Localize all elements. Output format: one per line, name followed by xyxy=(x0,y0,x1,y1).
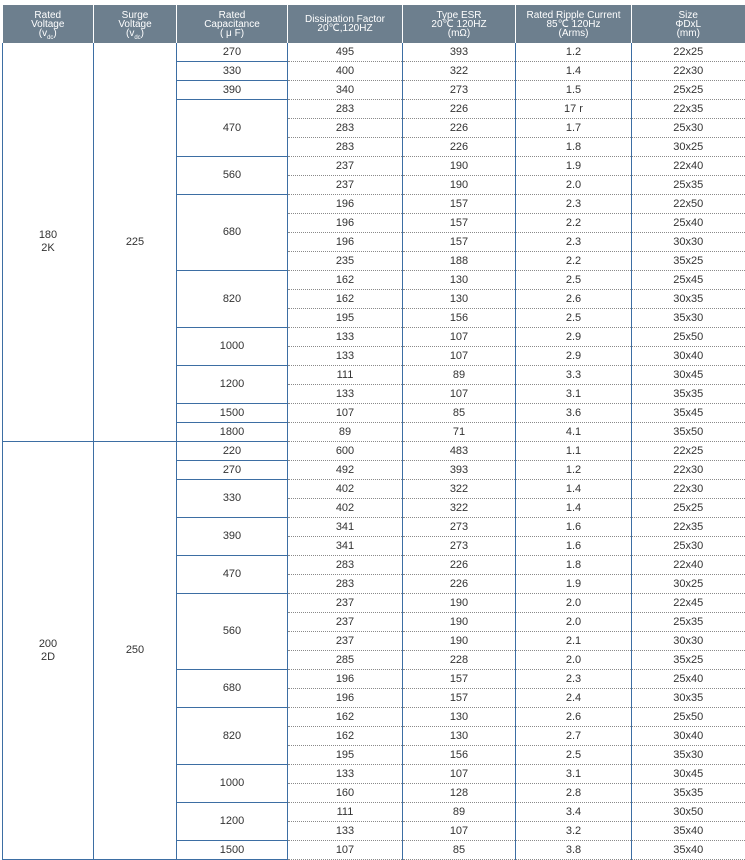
capacitance-cell: 390 xyxy=(177,518,288,556)
esr-cell: 226 xyxy=(403,575,516,594)
rated-voltage-value: 200 xyxy=(38,637,58,650)
ripple-current-cell: 3.3 xyxy=(516,366,632,385)
ripple-current-cell: 1.8 xyxy=(516,138,632,157)
dissipation-factor-cell: 495 xyxy=(288,43,403,62)
dissipation-factor-cell: 283 xyxy=(288,575,403,594)
esr-cell: 483 xyxy=(403,442,516,461)
esr-cell: 190 xyxy=(403,594,516,613)
ripple-current-cell: 2.7 xyxy=(516,727,632,746)
size-cell: 30x25 xyxy=(632,575,745,594)
rated-voltage-value: 180 xyxy=(38,229,58,241)
esr-cell: 190 xyxy=(403,613,516,632)
capacitance-cell: 1200 xyxy=(177,366,288,404)
ripple-current-cell: 2.1 xyxy=(516,632,632,651)
table-body xyxy=(3,43,745,860)
dissipation-factor-cell: 285 xyxy=(288,651,403,670)
esr-cell: 128 xyxy=(403,784,516,803)
esr-cell: 107 xyxy=(403,765,516,784)
esr-cell: 89 xyxy=(403,803,516,822)
esr-cell: 226 xyxy=(403,556,516,575)
surge-voltage-cell: 225 xyxy=(94,43,177,442)
ripple-current-cell: 2.2 xyxy=(516,252,632,271)
ripple-current-cell: 1.9 xyxy=(516,157,632,176)
dissipation-factor-cell: 162 xyxy=(288,290,403,309)
dissipation-factor-cell: 107 xyxy=(288,404,403,423)
dissipation-factor-cell: 162 xyxy=(288,271,403,290)
capacitance-cell: 220 xyxy=(177,442,288,461)
size-cell: 30x45 xyxy=(632,366,745,385)
capacitance-cell: 1800 xyxy=(177,423,288,442)
size-cell: 35x35 xyxy=(632,385,745,404)
dissipation-factor-cell: 162 xyxy=(288,708,403,727)
esr-cell: 273 xyxy=(403,81,516,100)
esr-cell: 130 xyxy=(403,290,516,309)
ripple-current-cell: 3.8 xyxy=(516,841,632,860)
esr-cell: 393 xyxy=(403,461,516,480)
table-row xyxy=(3,43,745,62)
dissipation-factor-cell: 340 xyxy=(288,81,403,100)
ripple-current-cell: 2.9 xyxy=(516,347,632,366)
dissipation-factor-cell: 341 xyxy=(288,537,403,556)
esr-cell: 130 xyxy=(403,271,516,290)
capacitance-cell: 560 xyxy=(177,157,288,195)
esr-cell: 322 xyxy=(403,499,516,518)
size-cell: 22x35 xyxy=(632,518,745,537)
dissipation-factor-cell: 196 xyxy=(288,214,403,233)
dissipation-factor-cell: 283 xyxy=(288,119,403,138)
dissipation-factor-cell: 162 xyxy=(288,727,403,746)
dissipation-factor-cell: 283 xyxy=(288,138,403,157)
table-row xyxy=(3,442,745,461)
esr-cell: 107 xyxy=(403,822,516,841)
ripple-current-cell: 2.9 xyxy=(516,328,632,347)
capacitance-cell: 1000 xyxy=(177,765,288,803)
esr-cell: 130 xyxy=(403,727,516,746)
capacitance-cell: 330 xyxy=(177,62,288,81)
size-cell: 22x35 xyxy=(632,100,745,119)
esr-cell: 85 xyxy=(403,404,516,423)
header-surge-voltage: Surge Voltage $(v_{dc})$ xyxy=(94,5,177,43)
capacitance-cell: 680 xyxy=(177,195,288,271)
dissipation-factor-cell: 195 xyxy=(288,309,403,328)
dissipation-factor-cell: 400 xyxy=(288,62,403,81)
esr-cell: 156 xyxy=(403,309,516,328)
dissipation-factor-cell: 160 xyxy=(288,784,403,803)
ripple-current-cell: 3.1 xyxy=(516,765,632,784)
capacitance-cell: 680 xyxy=(177,670,288,708)
esr-cell: 107 xyxy=(403,328,516,347)
ripple-current-cell: 1.9 xyxy=(516,575,632,594)
size-cell: 35x50 xyxy=(632,423,745,442)
ripple-current-cell: 1.5 xyxy=(516,81,632,100)
esr-cell: 157 xyxy=(403,689,516,708)
size-cell: 30x30 xyxy=(632,233,745,252)
esr-cell: 157 xyxy=(403,195,516,214)
size-cell: 30x40 xyxy=(632,347,745,366)
size-cell: 30x30 xyxy=(632,632,745,651)
size-cell: 30x40 xyxy=(632,727,745,746)
header-ripple-current: Rated Ripple Current 85℃ 120Hz (Arms) xyxy=(516,5,632,43)
esr-cell: 130 xyxy=(403,708,516,727)
dissipation-factor-cell: 133 xyxy=(288,822,403,841)
size-cell: 25x35 xyxy=(632,613,745,632)
capacitance-cell: 1000 xyxy=(177,328,288,366)
esr-cell: 273 xyxy=(403,518,516,537)
size-cell: 25x40 xyxy=(632,670,745,689)
dissipation-factor-cell: 283 xyxy=(288,556,403,575)
dissipation-factor-cell: 133 xyxy=(288,385,403,404)
rated-voltage-cell xyxy=(3,43,94,442)
dissipation-factor-cell: 237 xyxy=(288,613,403,632)
dissipation-factor-cell: 111 xyxy=(288,803,403,822)
size-cell: 35x40 xyxy=(632,822,745,841)
esr-cell: 71 xyxy=(403,423,516,442)
ripple-current-cell: 2.8 xyxy=(516,784,632,803)
dissipation-factor-cell: 107 xyxy=(288,841,403,860)
dissipation-factor-cell: 133 xyxy=(288,328,403,347)
header-size: Size ΦDxL (mm) xyxy=(632,5,745,43)
ripple-current-cell: 2.5 xyxy=(516,309,632,328)
size-cell: 22x25 xyxy=(632,442,745,461)
capacitance-cell: 330 xyxy=(177,480,288,518)
capacitor-spec-table xyxy=(2,5,745,860)
size-cell: 35x25 xyxy=(632,252,745,271)
size-cell: 35x35 xyxy=(632,784,745,803)
dissipation-factor-cell: 89 xyxy=(288,423,403,442)
ripple-current-cell: 1.4 xyxy=(516,499,632,518)
esr-cell: 228 xyxy=(403,651,516,670)
ripple-current-cell: 2.0 xyxy=(516,651,632,670)
dissipation-factor-cell: 196 xyxy=(288,670,403,689)
header-dissipation-factor: Dissipation Factor 20℃,120HZ xyxy=(288,5,403,43)
size-cell: 30x35 xyxy=(632,290,745,309)
ripple-current-cell: 1.2 xyxy=(516,461,632,480)
capacitance-cell: 1500 xyxy=(177,841,288,860)
ripple-current-cell: 2.6 xyxy=(516,708,632,727)
esr-cell: 393 xyxy=(403,43,516,62)
dissipation-factor-cell: 341 xyxy=(288,518,403,537)
esr-cell: 322 xyxy=(403,480,516,499)
dissipation-factor-cell: 600 xyxy=(288,442,403,461)
capacitance-cell: 1500 xyxy=(177,404,288,423)
dissipation-factor-cell: 133 xyxy=(288,347,403,366)
dissipation-factor-cell: 196 xyxy=(288,689,403,708)
size-cell: 30x25 xyxy=(632,138,745,157)
size-cell: 22x40 xyxy=(632,556,745,575)
esr-cell: 107 xyxy=(403,385,516,404)
esr-cell: 226 xyxy=(403,119,516,138)
size-cell: 35x25 xyxy=(632,651,745,670)
esr-cell: 322 xyxy=(403,62,516,81)
ripple-current-cell: 2.3 xyxy=(516,670,632,689)
voltage-code: 2K xyxy=(41,242,55,254)
size-cell: 25x45 xyxy=(632,271,745,290)
dissipation-factor-cell: 402 xyxy=(288,480,403,499)
size-cell: 22x30 xyxy=(632,461,745,480)
ripple-current-cell: 2.3 xyxy=(516,233,632,252)
ripple-current-cell: 3.6 xyxy=(516,404,632,423)
capacitance-cell: 560 xyxy=(177,594,288,670)
ripple-current-cell: 3.2 xyxy=(516,822,632,841)
size-cell: 22x25 xyxy=(632,43,745,62)
esr-cell: 85 xyxy=(403,841,516,860)
size-cell: 25x50 xyxy=(632,708,745,727)
esr-cell: 226 xyxy=(403,138,516,157)
size-cell: 22x30 xyxy=(632,480,745,499)
table-header xyxy=(3,5,745,43)
ripple-current-cell: 1.7 xyxy=(516,119,632,138)
size-cell: 35x30 xyxy=(632,309,745,328)
size-cell: 35x40 xyxy=(632,841,745,860)
esr-cell: 190 xyxy=(403,157,516,176)
size-cell: 22x30 xyxy=(632,62,745,81)
dissipation-factor-cell: 492 xyxy=(288,461,403,480)
size-cell: 22x45 xyxy=(632,594,745,613)
esr-cell: 226 xyxy=(403,100,516,119)
esr-cell: 190 xyxy=(403,632,516,651)
ripple-current-cell: 1.4 xyxy=(516,62,632,81)
ripple-current-cell: 2.5 xyxy=(516,271,632,290)
rated-voltage-cell xyxy=(3,442,94,860)
ripple-current-cell: 2.0 xyxy=(516,613,632,632)
ripple-current-cell: 2.6 xyxy=(516,290,632,309)
capacitance-cell: 470 xyxy=(177,556,288,594)
dissipation-factor-cell: 196 xyxy=(288,195,403,214)
ripple-current-cell: 2.4 xyxy=(516,689,632,708)
dissipation-factor-cell: 237 xyxy=(288,632,403,651)
size-cell: 25x30 xyxy=(632,119,745,138)
ripple-current-cell: 1.4 xyxy=(516,480,632,499)
ripple-current-cell: 3.1 xyxy=(516,385,632,404)
size-cell: 35x30 xyxy=(632,746,745,765)
size-cell: 30x50 xyxy=(632,803,745,822)
size-cell: 22x50 xyxy=(632,195,745,214)
header-esr: Type ESR 20℃ 120HZ (mΩ) xyxy=(403,5,516,43)
capacitance-cell: 270 xyxy=(177,461,288,480)
header-capacitance: Rated Capacitance ( μ F) xyxy=(177,5,288,43)
ripple-current-cell: 4.1 xyxy=(516,423,632,442)
esr-cell: 157 xyxy=(403,233,516,252)
capacitance-cell: 820 xyxy=(177,271,288,328)
ripple-current-cell: 1.6 xyxy=(516,518,632,537)
size-cell: 30x45 xyxy=(632,765,745,784)
ripple-current-cell: 2.0 xyxy=(516,594,632,613)
ripple-current-cell: 2.2 xyxy=(516,214,632,233)
surge-voltage-cell: 250 xyxy=(94,442,177,860)
header-rated-voltage: Rated Voltage $(v_{dc})$ xyxy=(3,5,94,43)
ripple-current-cell: 17 r xyxy=(516,100,632,119)
size-cell: 25x30 xyxy=(632,537,745,556)
dissipation-factor-cell: 283 xyxy=(288,100,403,119)
dissipation-factor-cell: 196 xyxy=(288,233,403,252)
esr-cell: 89 xyxy=(403,366,516,385)
header-row xyxy=(3,5,745,43)
size-cell: 30x35 xyxy=(632,689,745,708)
capacitance-cell: 470 xyxy=(177,100,288,157)
size-cell: 25x35 xyxy=(632,176,745,195)
size-cell: 25x50 xyxy=(632,328,745,347)
ripple-current-cell: 1.2 xyxy=(516,43,632,62)
ripple-current-cell: 2.0 xyxy=(516,176,632,195)
size-cell: 25x25 xyxy=(632,499,745,518)
ripple-current-cell: 1.6 xyxy=(516,537,632,556)
esr-cell: 188 xyxy=(403,252,516,271)
ripple-current-cell: 2.3 xyxy=(516,195,632,214)
size-cell: 25x25 xyxy=(632,81,745,100)
dissipation-factor-cell: 195 xyxy=(288,746,403,765)
size-cell: 25x40 xyxy=(632,214,745,233)
ripple-current-cell: 3.4 xyxy=(516,803,632,822)
size-cell: 35x45 xyxy=(632,404,745,423)
dissipation-factor-cell: 237 xyxy=(288,176,403,195)
dissipation-factor-cell: 133 xyxy=(288,765,403,784)
esr-cell: 156 xyxy=(403,746,516,765)
esr-cell: 157 xyxy=(403,214,516,233)
esr-cell: 190 xyxy=(403,176,516,195)
capacitance-cell: 270 xyxy=(177,43,288,62)
dissipation-factor-cell: 237 xyxy=(288,157,403,176)
dissipation-factor-cell: 402 xyxy=(288,499,403,518)
capacitance-cell: 820 xyxy=(177,708,288,765)
ripple-current-cell: 2.5 xyxy=(516,746,632,765)
esr-cell: 107 xyxy=(403,347,516,366)
dissipation-factor-cell: 235 xyxy=(288,252,403,271)
capacitance-cell: 1200 xyxy=(177,803,288,841)
esr-cell: 157 xyxy=(403,670,516,689)
esr-cell: 273 xyxy=(403,537,516,556)
size-cell: 22x40 xyxy=(632,157,745,176)
ripple-current-cell: 1.8 xyxy=(516,556,632,575)
ripple-current-cell: 1.1 xyxy=(516,442,632,461)
voltage-code: 2D xyxy=(40,650,56,663)
dissipation-factor-cell: 237 xyxy=(288,594,403,613)
capacitance-cell: 390 xyxy=(177,81,288,100)
dissipation-factor-cell: 111 xyxy=(288,366,403,385)
